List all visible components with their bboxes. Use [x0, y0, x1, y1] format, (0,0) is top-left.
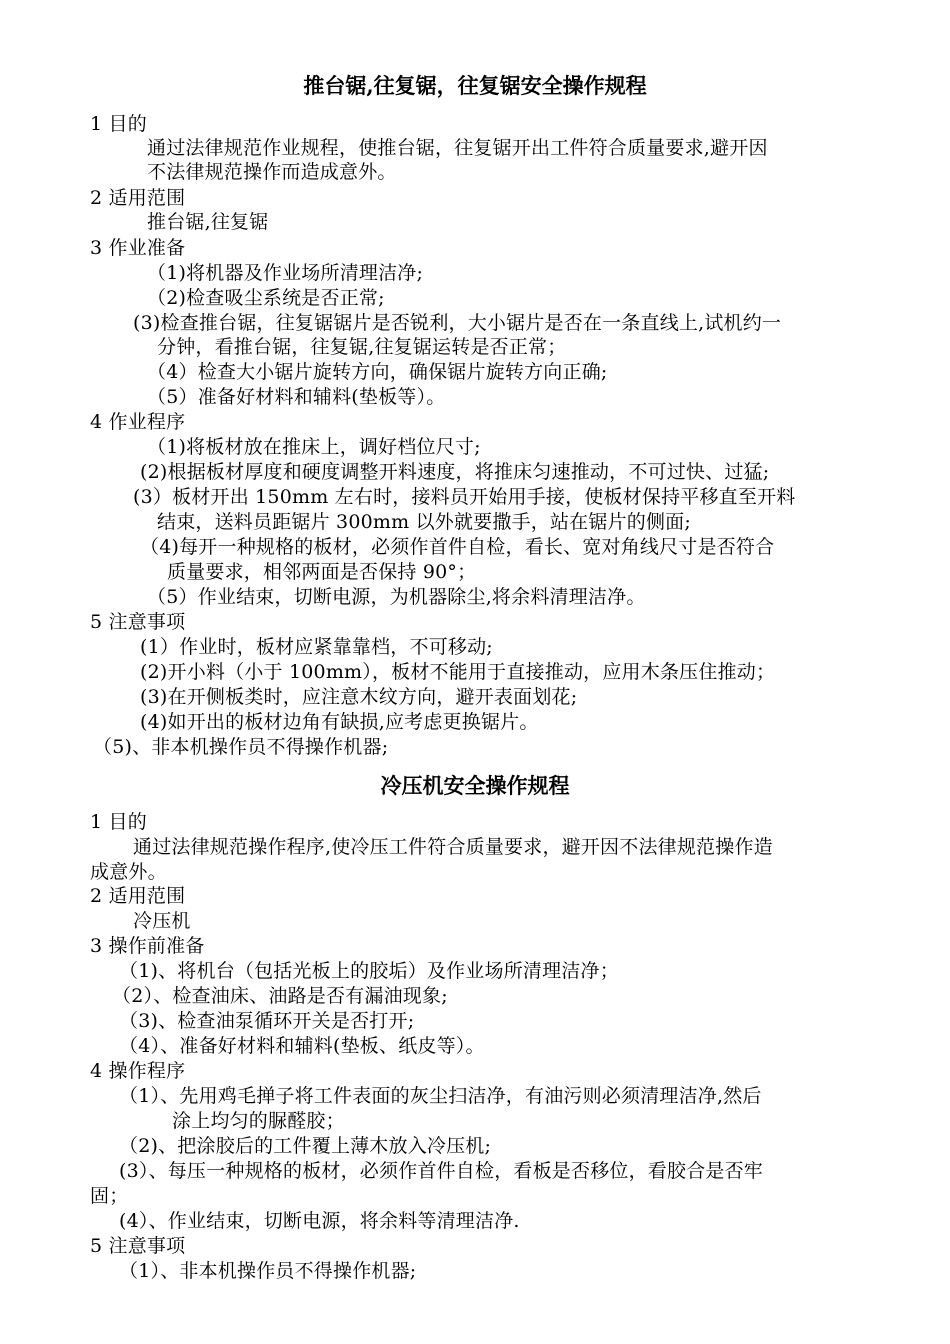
doc2-procedure-item-4: (4）、作业结束，切断电源，将余料等清理洁净.: [119, 1210, 520, 1232]
doc2-section-4-heading: 4 操作程序: [90, 1060, 186, 1082]
doc1-note-item-1: (1）作业时，板材应紧靠靠档，不可移动;: [140, 636, 493, 658]
doc2-procedure-item-1-line-2: 涂上均匀的脲醛胶；: [172, 1110, 345, 1132]
doc1-title: 推台锯,往复锯，往复锯安全操作规程: [303, 73, 647, 98]
doc2-purpose-line-2: 成意外。: [90, 861, 167, 883]
doc1-procedure-item-4-line-2: 质量要求，相邻两面是否保持 90°；: [167, 561, 477, 583]
doc1-procedure-item-1: （1)将板材放在推床上，调好档位尺寸;: [147, 436, 481, 458]
doc2-procedure-item-3-line-1: (3）、每压一种规格的板材，必须作首件自检，看板是否移位，看胶合是否牢: [119, 1160, 764, 1182]
doc1-prep-item-5: （5）准备好材料和辅料(垫板等）。: [147, 386, 446, 408]
doc2-purpose-line-1: 通过法律规范操作程序,使冷压工件符合质量要求，避开因不法律规范操作造: [133, 836, 773, 858]
doc1-section-3-heading: 3 作业准备: [90, 237, 186, 259]
doc1-prep-item-4: （4）检查大小锯片旋转方向，确保锯片旋转方向正确;: [147, 361, 608, 383]
doc2-section-2-heading: 2 适用范围: [90, 885, 186, 907]
doc2-section-5-heading: 5 注意事项: [90, 1235, 186, 1257]
doc1-prep-item-3-line-1: (3)检查推台锯，往复锯锯片是否锐利，大小锯片是否在一条直线上,试机约一: [133, 312, 782, 334]
doc1-procedure-item-5: （5）作业结束，切断电源，为机器除尘,将余料清理洁净。: [147, 586, 646, 608]
doc1-procedure-item-3-line-1: (3）板材开出 150mm 左右时，接料员开始用手接，使板材保持平移直至开料: [133, 486, 796, 508]
doc2-prep-item-1: （1)、将机台（包括光板上的胶垢）及作业场所清理洁净；: [119, 960, 619, 982]
doc1-prep-item-3-line-2: 分钟，看推台锯，往复锯,往复锯运转是否正常；: [157, 336, 567, 358]
doc2-prep-item-2: （2）、检查油床、油路是否有漏油现象;: [112, 985, 448, 1007]
doc2-procedure-item-2: （2)、把涂胶后的工件覆上薄木放入冷压机;: [119, 1135, 492, 1157]
doc1-section-4-heading: 4 作业程序: [90, 411, 186, 433]
doc1-prep-item-2: （2)检查吸尘系统是否正常;: [147, 287, 385, 309]
doc1-procedure-item-3-line-2: 结束，送料员距锯片 300mm 以外就要撒手，站在锯片的侧面;: [157, 511, 691, 533]
doc2-scope-text: 冷压机: [133, 910, 191, 932]
doc1-section-2-heading: 2 适用范围: [90, 187, 186, 209]
doc2-prep-item-3: （3)、检查油泵循环开关是否打开;: [119, 1010, 415, 1032]
doc2-prep-item-4: （4）、准备好材料和辅料(垫板、纸皮等）。: [119, 1035, 485, 1057]
doc1-scope-text: 推台锯,往复锯: [147, 211, 269, 233]
doc1-prep-item-1: （1)将机器及作业场所清理洁净;: [147, 262, 424, 284]
doc1-section-5-heading: 5 注意事项: [90, 611, 186, 633]
doc1-section-1-heading: 1 目的: [90, 113, 147, 135]
doc1-note-item-4: (4)如开出的板材边角有缺损,应考虑更换锯片。: [140, 711, 539, 733]
doc1-note-item-2: (2)开小料（小于 100mm），板材不能用于直接推动，应用木条压住推动；: [140, 661, 776, 683]
doc2-procedure-item-1-line-1: （1）、先用鸡毛掸子将工件表面的灰尘扫洁净，有油污则必须清理洁净,然后: [119, 1085, 762, 1107]
doc2-section-1-heading: 1 目的: [90, 811, 147, 833]
doc2-section-3-heading: 3 操作前准备: [90, 935, 205, 957]
doc1-procedure-item-2: (2)根据板材厚度和硬度调整开料速度，将推床匀速推动，不可过快、过猛;: [140, 461, 770, 483]
doc1-purpose-line-2: 不法律规范操作而造成意外。: [147, 161, 397, 183]
doc1-note-item-3: (3)在开侧板类时，应注意木纹方向，避开表面划花;: [140, 686, 578, 708]
doc1-note-item-5: （5)、非本机操作员不得操作机器;: [93, 736, 389, 758]
doc1-procedure-item-4-line-1: （4)每开一种规格的板材，必须作首件自检，看长、宽对角线尺寸是否符合: [140, 536, 775, 558]
doc2-procedure-item-3-line-2: 固；: [90, 1185, 129, 1207]
doc1-purpose-line-1: 通过法律规范作业规程，使推台锯，往复锯开出工件符合质量要求,避开因: [147, 137, 768, 159]
doc2-title: 冷压机安全操作规程: [380, 773, 570, 798]
doc2-note-item-1: （1）、非本机操作员不得操作机器;: [119, 1260, 417, 1282]
